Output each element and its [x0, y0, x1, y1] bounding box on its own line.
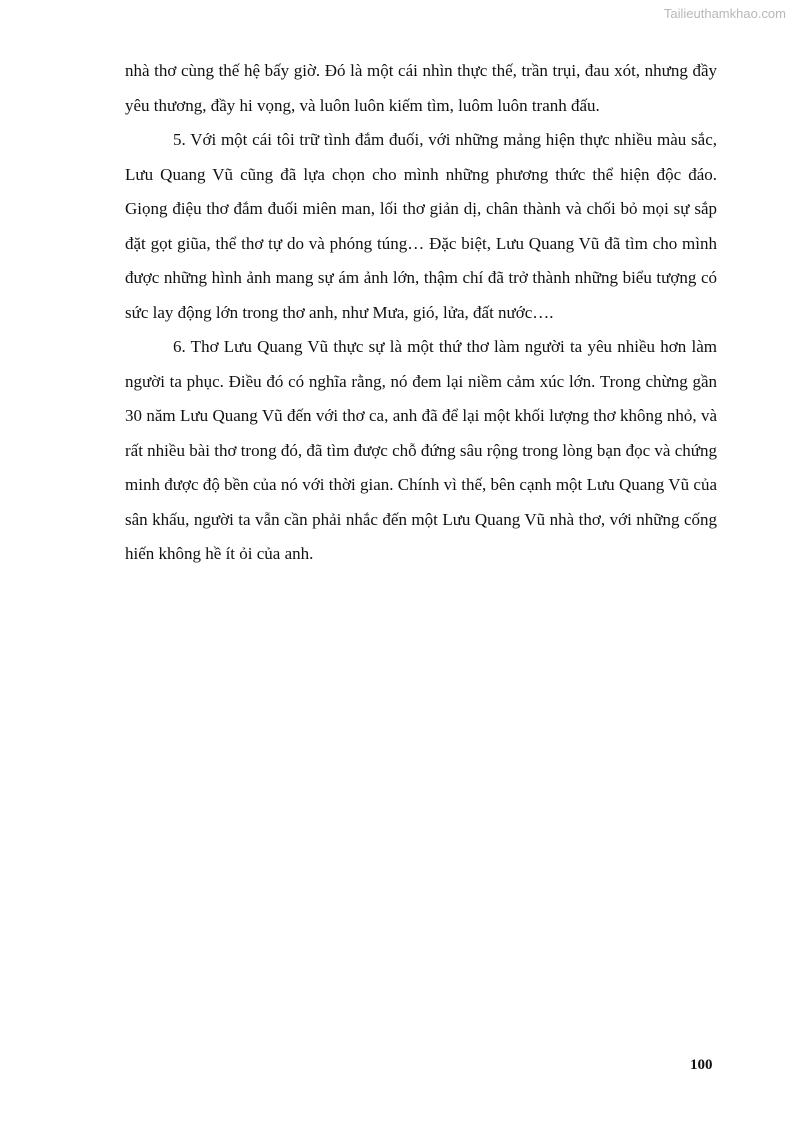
- paragraph-continuation: nhà thơ cùng thế hệ bấy giờ. Đó là một cái nhìn thực thế, trần trụi, đau xót, nhưng đầy yêu thương, đầy hi vọng, và luôn luôn kiếm tìm, luôm luôn tranh đấu.: [125, 61, 717, 115]
- page-number: 100: [690, 1057, 713, 1073]
- paragraph-6: 6. Thơ Lưu Quang Vũ thực sự là một thứ thơ làm người ta yêu nhiều hơn làm người ta phục. Điều đó có nghĩa rằng, nó đem lại niềm cảm xúc lớn. Trong chừng gần 30 năm Lưu Quang Vũ đến với thơ ca, anh đã để lại một khối lượng thơ không nhỏ, và rất nhiều bài thơ trong đó, đã tìm được chỗ đứng sâu rộng trong lòng bạn đọc và chứng minh được độ bền của nó với thời gian. Chính vì thế, bên cạnh một Lưu Quang Vũ của sân khấu, người ta vẫn cần phải nhắc đến một Lưu Quang Vũ nhà thơ, với những cống hiến không hề ít ỏi của anh.: [125, 337, 717, 563]
- paragraph-5: 5. Với một cái tôi trữ tình đắm đuối, với những mảng hiện thực nhiều màu sắc, Lưu Quang Vũ cũng đã lựa chọn cho mình những phương thức thể hiện độc đáo. Giọng điệu thơ đắm đuối miên man, lối thơ giản dị, chân thành và chối bỏ mọi sự sắp đặt gọt giũa, thể thơ tự do và phóng túng… Đặc biệt, Lưu Quang Vũ đã tìm cho mình được những hình ảnh mang sự ám ảnh lớn, thậm chí đã trở thành những biểu tượng có sức lay động lớn trong thơ anh, như Mưa, gió, lửa, đất nước….: [125, 130, 717, 322]
- watermark: Tailieuthamkhao.com: [663, 6, 786, 21]
- document-body: [125, 54, 717, 572]
